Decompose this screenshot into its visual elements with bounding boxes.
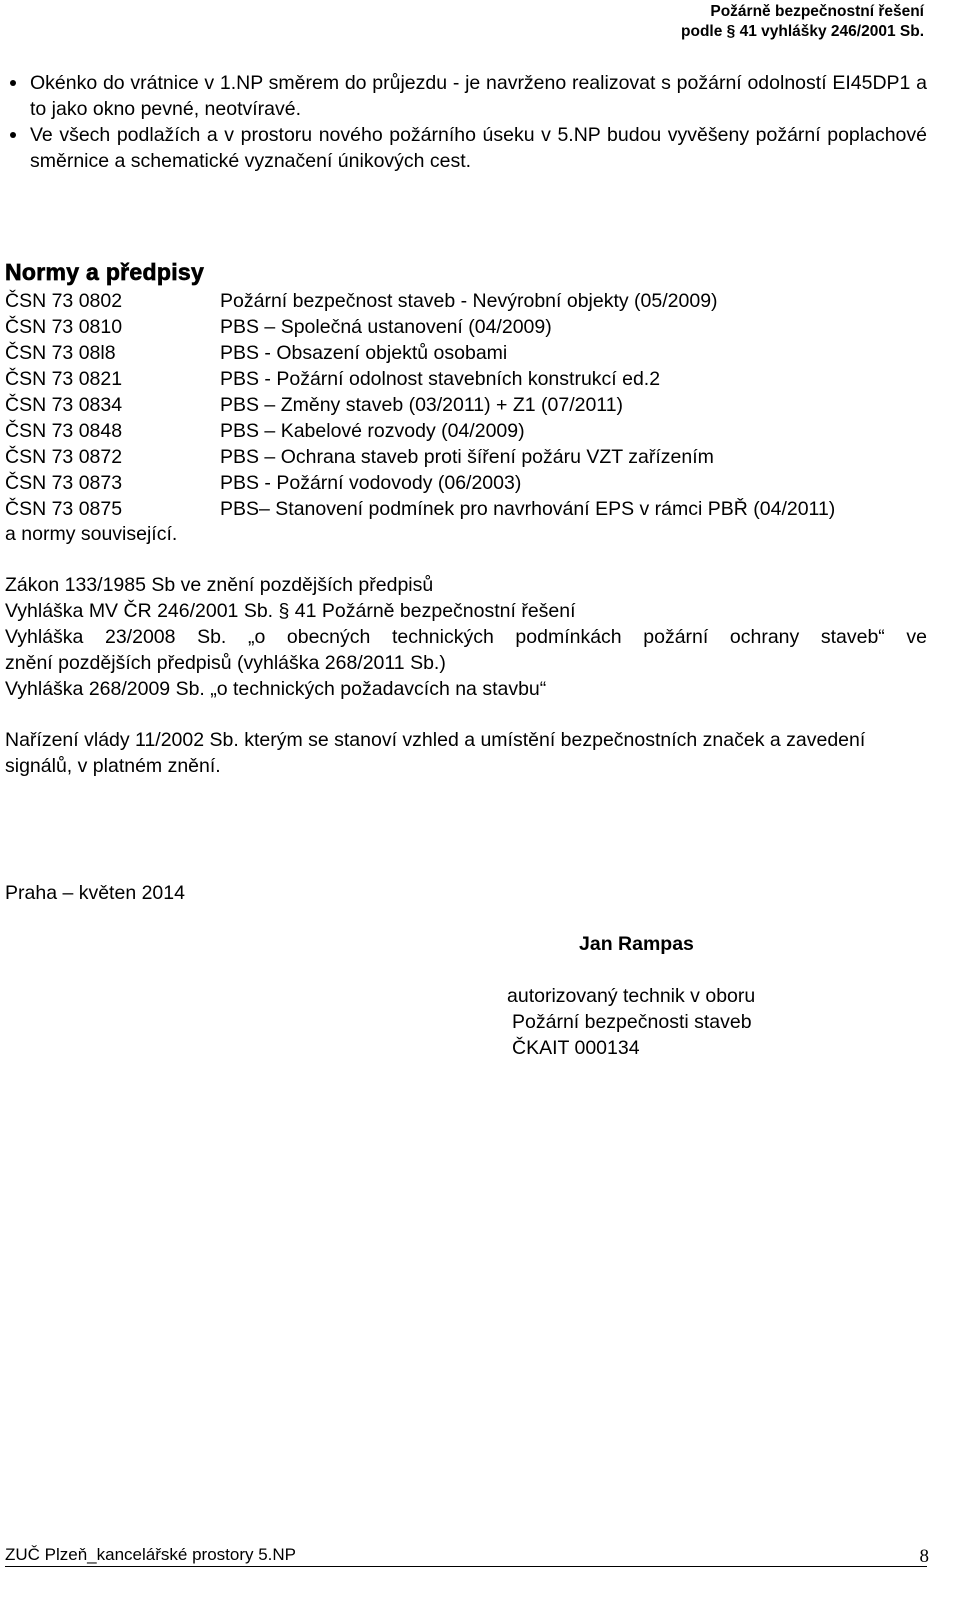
norms-list xyxy=(5,288,835,522)
signer-registration: ČKAIT 000134 xyxy=(512,1037,640,1059)
norm-row xyxy=(5,366,835,392)
header-subtitle: podle § 41 vyhlášky 246/2001 Sb. xyxy=(681,23,924,40)
norm-code: ČSN 73 0848 xyxy=(5,420,123,442)
bullet-text: Ve všech podlažích a v prostoru nového požárního úseku v 5.NP budou vyvěšeny požární poplachové směrnice a schematické vyznačení únikových cest. xyxy=(30,124,927,172)
norm-row xyxy=(5,496,835,522)
signer-field: Požární bezpečnosti staveb xyxy=(512,1011,752,1033)
list-item xyxy=(5,70,927,122)
norm-row xyxy=(5,314,835,340)
law-item-continuation: znění pozdějších předpisů (vyhláška 268/2011 Sb.) xyxy=(5,652,446,674)
norm-code: ČSN 73 08l8 xyxy=(5,342,116,364)
norm-row xyxy=(5,470,835,496)
footer-divider xyxy=(5,1566,927,1567)
government-regulation: Nařízení vlády 11/2002 Sb. kterým se stanoví vzhled a umístění bezpečnostních značek a zavedení signálů, v platném znění. xyxy=(5,729,866,777)
bullet-list xyxy=(5,70,927,174)
bullet-text: Okénko do vrátnice v 1.NP směrem do průjezdu - je navrženo realizovat s požární odolností EI45DP1 a to jako okno pevné, neotvíravé. xyxy=(30,72,927,120)
laws-list xyxy=(5,572,927,702)
norm-row xyxy=(5,418,835,444)
norm-title: Požární bezpečnost staveb - Nevýrobní objekty (05/2009) xyxy=(220,290,718,312)
related-norms-note: a normy související. xyxy=(5,523,178,545)
bullet-icon xyxy=(10,132,16,138)
norm-title: PBS – Ochrana staveb proti šíření požáru VZT zařízením xyxy=(220,446,714,468)
norm-title: PBS - Obsazení objektů osobami xyxy=(220,342,508,364)
footer-document-name: ZUČ Plzeň_kancelářské prostory 5.NP xyxy=(5,1545,297,1564)
norm-code: ČSN 73 0802 xyxy=(5,290,123,312)
norm-code: ČSN 73 0821 xyxy=(5,368,123,390)
norm-code: ČSN 73 0873 xyxy=(5,472,123,494)
law-item: Vyhláška MV ČR 246/2001 Sb. § 41 Požárně bezpečnostní řešení xyxy=(5,600,576,622)
norm-title: PBS – Změny staveb (03/2011) + Z1 (07/2011) xyxy=(220,394,624,416)
law-item: Zákon 133/1985 Sb ve znění pozdějších předpisů xyxy=(5,574,434,596)
norm-code: ČSN 73 0872 xyxy=(5,446,123,468)
header-title: Požárně bezpečnostní řešení xyxy=(710,3,924,20)
norm-row xyxy=(5,392,835,418)
law-item: Vyhláška 23/2008 Sb. „o obecných technických podmínkách požární ochrany staveb“ ve xyxy=(5,626,927,648)
page-number: 8 xyxy=(919,1546,929,1567)
norm-row xyxy=(5,340,835,366)
law-item: Vyhláška 268/2009 Sb. „o technických požadavcích na stavbu“ xyxy=(5,678,547,700)
norm-title: PBS – Kabelové rozvody (04/2009) xyxy=(220,420,525,442)
signer-name: Jan Rampas xyxy=(579,933,694,955)
norm-row xyxy=(5,444,835,470)
norm-title: PBS– Stanovení podmínek pro navrhování EPS v rámci PBŘ (04/2011) xyxy=(220,498,836,520)
norm-row xyxy=(5,288,835,314)
norm-code: ČSN 73 0810 xyxy=(5,316,123,338)
bullet-icon xyxy=(10,80,16,86)
signer-role: autorizovaný technik v oboru xyxy=(507,985,756,1007)
place-date: Praha – květen 2014 xyxy=(5,882,185,904)
section-heading: Normy a předpisy xyxy=(5,259,205,285)
norm-code: ČSN 73 0875 xyxy=(5,498,123,520)
norm-title: PBS - Požární odolnost stavebních konstrukcí ed.2 xyxy=(220,368,661,390)
norm-code: ČSN 73 0834 xyxy=(5,394,123,416)
page-header xyxy=(681,2,924,42)
list-item xyxy=(5,122,927,174)
norm-title: PBS - Požární vodovody (06/2003) xyxy=(220,472,522,494)
norm-title: PBS – Společná ustanovení (04/2009) xyxy=(220,316,552,338)
